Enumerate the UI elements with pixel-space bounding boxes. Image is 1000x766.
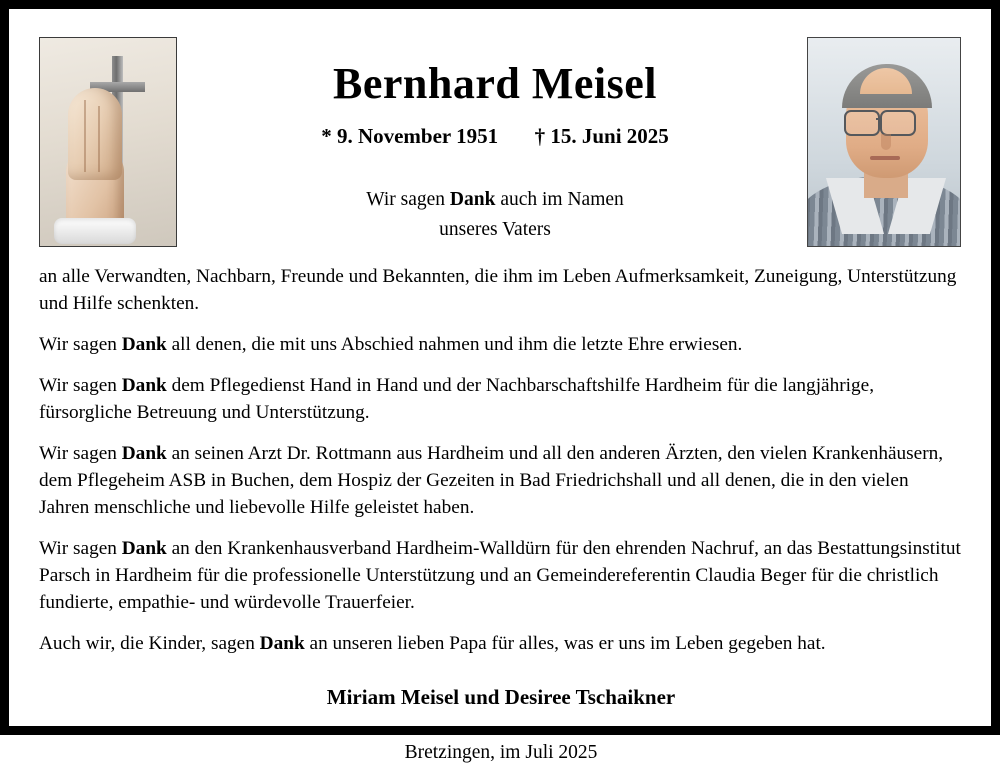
birth-date: * 9. November 1951 <box>321 124 499 149</box>
thanks-lead-bold: Dank <box>449 189 496 211</box>
portrait-photo <box>807 37 961 247</box>
header-text-block <box>195 61 795 246</box>
paragraph <box>39 440 963 521</box>
death-date: † 15. Juni 2025 <box>534 124 669 149</box>
obituary-header <box>9 9 991 255</box>
emphasis-text: Dank <box>121 375 167 397</box>
paragraph-text: an alle Verwandten, Nachbarn, Freunde und Bekannten, die ihm im Leben Aufmerksamkeit, Zuneigung, Unterstützung und Hilfe schenkten. <box>39 266 957 315</box>
paragraph-text: Wir sagen <box>39 443 122 465</box>
paragraph <box>39 331 963 358</box>
paragraph <box>39 535 963 616</box>
thanks-lead-post: auch im Namen <box>495 189 624 211</box>
paragraph-text: an den Krankenhausverband Hardheim-Walldürn für den ehrenden Nachruf, an das Bestattungsinstitut Parsch in Hardheim für die professionelle Unterstützung und an Gemeindereferentin Claudia Beger für die christlich fundierte, empathie- und würdevolle Trauerfeier. <box>39 538 961 614</box>
portrait-mouth <box>870 156 900 160</box>
thanks-lead-line-2: unseres Vaters <box>439 219 551 241</box>
portrait-nose <box>881 134 891 150</box>
paragraph-text: Auch wir, die Kinder, sagen <box>39 633 260 655</box>
finger-line-2 <box>98 106 100 172</box>
paragraph <box>39 630 963 657</box>
deceased-name: Bernhard Meisel <box>332 59 657 108</box>
paragraph-text: an seinen Arzt Dr. Rottmann aus Hardheim und all den anderen Ärzten, den vielen Krankenhäusern, dem Pflegeheim ASB in Buchen, dem Hospiz der Gezeiten in Bad Friedrichshall und all denen, die in den vielen Jahren menschliche und liebevolle Hilfe geleistet haben. <box>39 443 944 519</box>
paragraph-text: all denen, die mit uns Abschied nahmen und ihm die letzte Ehre erwiesen. <box>166 334 743 356</box>
hand-fingers-shape <box>68 88 122 180</box>
paragraph-text: dem Pflegedienst Hand in Hand und der Nachbarschaftshilfe Hardheim für die langjährige, fürsorgliche Betreuung und Unterstützung. <box>39 375 875 424</box>
signature-line: Miriam Meisel und Desiree Tschaikner <box>326 685 676 710</box>
obituary-body <box>39 263 963 766</box>
thanks-lead-pre: Wir sagen <box>366 189 450 211</box>
paragraph-list <box>39 263 963 657</box>
praying-hands-image <box>39 37 177 247</box>
finger-line-1 <box>84 100 86 172</box>
place-and-date: Bretzingen, im Juli 2025 <box>404 741 598 763</box>
emphasis-text: Dank <box>121 334 167 356</box>
life-dates <box>195 124 795 149</box>
sleeve-cuff-shape <box>54 218 136 244</box>
thanks-lead <box>195 185 795 245</box>
paragraph <box>39 263 963 317</box>
paragraph-text: Wir sagen <box>39 334 122 356</box>
hands-illustration <box>48 92 140 242</box>
glasses-bridge <box>876 118 882 120</box>
thanks-lead-line-1 <box>195 185 795 215</box>
obituary-inner <box>9 9 991 763</box>
paragraph-text: Wir sagen <box>39 375 122 397</box>
paragraph <box>39 372 963 426</box>
emphasis-text: Dank <box>121 443 167 465</box>
glasses-right-lens <box>880 110 916 136</box>
paragraph-text: Wir sagen <box>39 538 122 560</box>
emphasis-text: Dank <box>121 538 167 560</box>
paragraph-text: an unseren lieben Papa für alles, was er uns im Leben gegeben hat. <box>304 633 826 655</box>
emphasis-text: Dank <box>259 633 305 655</box>
glasses-left-lens <box>844 110 880 136</box>
